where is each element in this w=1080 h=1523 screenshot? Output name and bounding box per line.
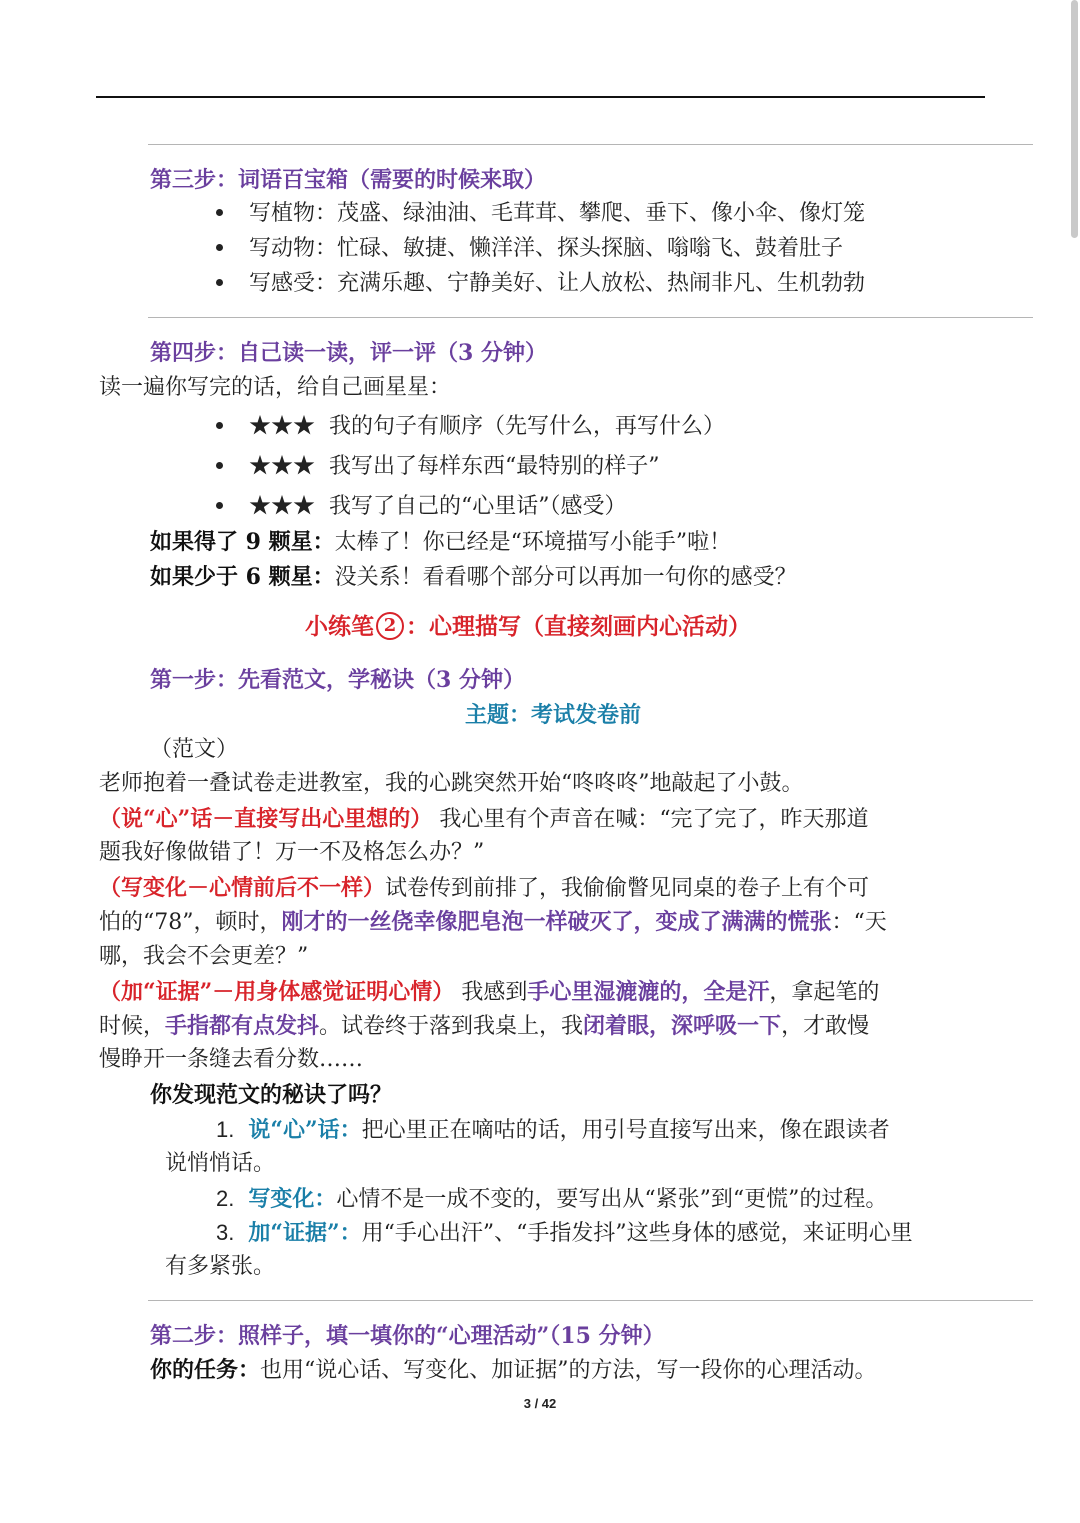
step4-title: 第四步：自己读一读，评一评（3 分钟） bbox=[150, 340, 547, 366]
essay-paragraph: 老师抱着一叠试卷走进教室，我的心跳突然开始“咚咚咚”地敲起了小鼓。 bbox=[99, 771, 804, 796]
section-title: 小练笔 2 ：心理描写（直接刻画内心活动） bbox=[305, 613, 751, 640]
circled-number: 2 bbox=[376, 612, 404, 640]
step3-title: 第三步：词语百宝箱（需要的时候来取） bbox=[150, 167, 547, 193]
step2-title: 第二步：照样子，填一填你的“心理活动”（15 分钟） bbox=[150, 1323, 665, 1349]
essay-paragraph: 时候，手指都有点发抖。试卷终于落到我桌上，我闭着眼，深呼吸一下，才敢慢 bbox=[99, 1013, 870, 1039]
bullet-icon bbox=[216, 244, 223, 251]
list-item: 写植物：茂盛、绿油油、毛茸茸、攀爬、垂下、像小伞、像灯笼 bbox=[216, 199, 865, 229]
tip-item: 1. 说“心”话：把心里正在嘀咕的话，用引号直接写出来，像在跟读者 bbox=[216, 1117, 890, 1143]
star-rating: ★★★ bbox=[249, 494, 316, 519]
checklist-item: ★★★ 我写出了每样东西“最特别的样子” bbox=[216, 452, 660, 482]
tip-item: 3. 加“证据”：用“手心出汗”、“手指发抖”这些身体的感觉，来证明心里 bbox=[216, 1220, 913, 1246]
list-item: 写感受：充满乐趣、宁静美好、让人放松、热闹非凡、生机勃勃 bbox=[216, 269, 865, 299]
tip-item-cont: 有多紧张。 bbox=[165, 1254, 276, 1279]
tip-item: 2. 写变化：心情不是一成不变的，要写出从“紧张”到“更慌”的过程。 bbox=[216, 1186, 888, 1212]
essay-paragraph: （加“证据”－用身体感觉证明心情） 我感到手心里湿漉漉的，全是汗，拿起笔的 bbox=[99, 979, 880, 1005]
highlight-text: 闭着眼，深呼吸一下 bbox=[583, 1013, 782, 1039]
star-rating: ★★★ bbox=[249, 454, 316, 479]
technique-tag: （加“证据”－用身体感觉证明心情） bbox=[99, 979, 455, 1005]
bullet-icon bbox=[216, 209, 223, 216]
list-item: 写动物：忙碌、敏捷、懒洋洋、探头探脑、嗡嗡飞、鼓着肚子 bbox=[216, 234, 843, 264]
scrollbar[interactable] bbox=[1071, 0, 1078, 238]
essay-paragraph: 题我好像做错了！万一不及格怎么办？” bbox=[99, 840, 485, 865]
essay-theme: 主题：考试发卷前 bbox=[465, 702, 642, 728]
checklist-item: ★★★ 我写了自己的“心里话”（感受） bbox=[216, 492, 627, 522]
secret-question: 你发现范文的秘诀了吗？ bbox=[150, 1082, 393, 1108]
essay-paragraph: 哪，我会不会更差？” bbox=[99, 944, 309, 969]
checklist-item: ★★★ 我的句子有顺序（先写什么，再写什么） bbox=[216, 412, 725, 442]
bullet-icon bbox=[216, 462, 223, 469]
essay-paragraph: 慢睁开一条缝去看分数…… bbox=[99, 1047, 364, 1072]
tip-item-cont: 说悄悄话。 bbox=[165, 1151, 276, 1176]
technique-tag: （写变化－心情前后不一样） bbox=[99, 875, 386, 901]
step4-intro: 读一遍你写完的话，给自己画星星： bbox=[99, 375, 452, 400]
result-line: 如果得了 9 颗星：太棒了！你已经是“环境描写小能手”啦！ bbox=[150, 529, 732, 555]
highlight-text: 刚才的一丝侥幸像肥皂泡一样破灭了，变成了满满的慌张 bbox=[281, 909, 832, 935]
result-line: 如果少于 6 颗星：没关系！看看哪个部分可以再加一句你的感受？ bbox=[150, 564, 797, 590]
highlight-text: 手心里湿漉漉的，全是汗 bbox=[527, 979, 770, 1005]
bullet-icon bbox=[216, 502, 223, 509]
page-number: 3 / 42 bbox=[523, 1396, 557, 1411]
section-divider bbox=[148, 1300, 1033, 1301]
highlight-text: 手指都有点发抖 bbox=[165, 1013, 320, 1039]
section-divider bbox=[148, 144, 1033, 145]
essay-paragraph: （写变化－心情前后不一样）试卷传到前排了，我偷偷瞥见同桌的卷子上有个可 bbox=[99, 875, 870, 901]
essay-paragraph: （说“心”话－直接写出心里想的） 我心里有个声音在喊：“完了完了，昨天那道 bbox=[99, 806, 869, 832]
bullet-icon bbox=[216, 279, 223, 286]
essay-label: （范文） bbox=[150, 737, 239, 762]
task-line: 你的任务：也用“说心话、写变化、加证据”的方法，写一段你的心理活动。 bbox=[150, 1357, 877, 1383]
technique-tag: （说“心”话－直接写出心里想的） bbox=[99, 806, 433, 832]
essay-paragraph: 怕的“78”，顿时，刚才的一丝侥幸像肥皂泡一样破灭了，变成了满满的慌张：“天 bbox=[99, 909, 887, 935]
star-rating: ★★★ bbox=[249, 414, 316, 439]
section-divider bbox=[148, 317, 1033, 318]
header-rule bbox=[96, 96, 985, 98]
bullet-icon bbox=[216, 422, 223, 429]
step1-title: 第一步：先看范文，学秘诀（3 分钟） bbox=[150, 667, 525, 693]
